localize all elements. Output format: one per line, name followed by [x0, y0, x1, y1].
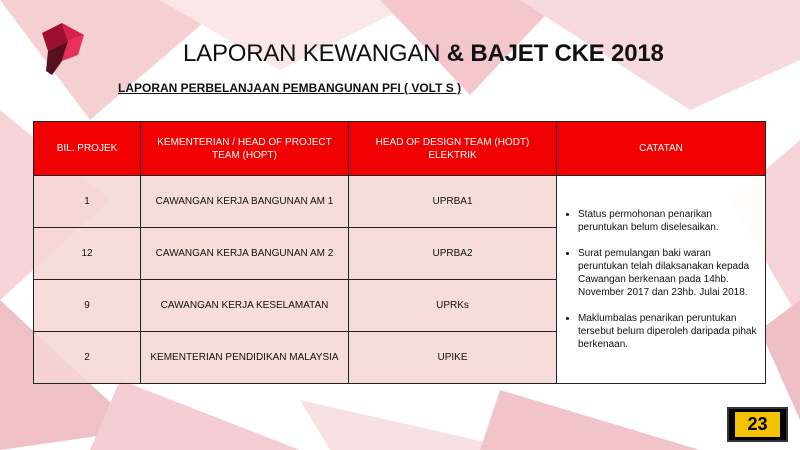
report-table — [33, 121, 766, 384]
cell-hodt: UPRKs — [349, 280, 557, 332]
table-header-row — [34, 122, 766, 176]
note-item: • Maklumbalas penarikan peruntukan tersebut belum diperoleh daripada pihak berkenaan. — [578, 312, 757, 351]
note-item: • Status permohonan penarikan peruntukan belum diselesaikan. — [578, 208, 757, 234]
cell-hodt: UPIKE — [349, 332, 557, 384]
cell-bil: 9 — [34, 280, 141, 332]
cell-catatan — [557, 176, 766, 384]
page-title: LAPORAN KEWANGAN & BAJET CKE 2018 — [183, 40, 664, 67]
cell-kementerian: CAWANGAN KERJA BANGUNAN AM 2 — [141, 228, 349, 280]
notes-list — [563, 208, 757, 351]
column-header-catatan: CATATAN — [557, 122, 766, 176]
cell-bil: 12 — [34, 228, 141, 280]
cell-hodt: UPRBA2 — [349, 228, 557, 280]
cell-bil: 1 — [34, 176, 141, 228]
logo — [38, 23, 88, 78]
column-header-bil: BIL. PROJEK — [34, 122, 141, 176]
cell-hodt: UPRBA1 — [349, 176, 557, 228]
table-row — [34, 176, 766, 228]
column-header-kementerian: KEMENTERIAN / HEAD OF PROJECT TEAM (HOPT) — [141, 122, 349, 176]
cell-bil: 2 — [34, 332, 141, 384]
cell-kementerian: CAWANGAN KERJA BANGUNAN AM 1 — [141, 176, 349, 228]
page-number: 23 — [735, 412, 780, 437]
note-item: • Surat pemulangan baki waran peruntukan telah dilaksanakan kepada Cawangan berkenaan pada 14hb. November 2017 dan 23hb. Julai 2018. — [578, 247, 757, 299]
column-header-hodt: HEAD OF DESIGN TEAM (HODT) ELEKTRIK — [349, 122, 557, 176]
page-subtitle: LAPORAN PERBELANJAAN PEMBANGUNAN PFI ( VOLT S ) — [118, 81, 462, 95]
cell-kementerian: CAWANGAN KERJA KESELAMATAN — [141, 280, 349, 332]
page-number-badge — [727, 407, 788, 442]
cell-kementerian: KEMENTERIAN PENDIDIKAN MALAYSIA — [141, 332, 349, 384]
